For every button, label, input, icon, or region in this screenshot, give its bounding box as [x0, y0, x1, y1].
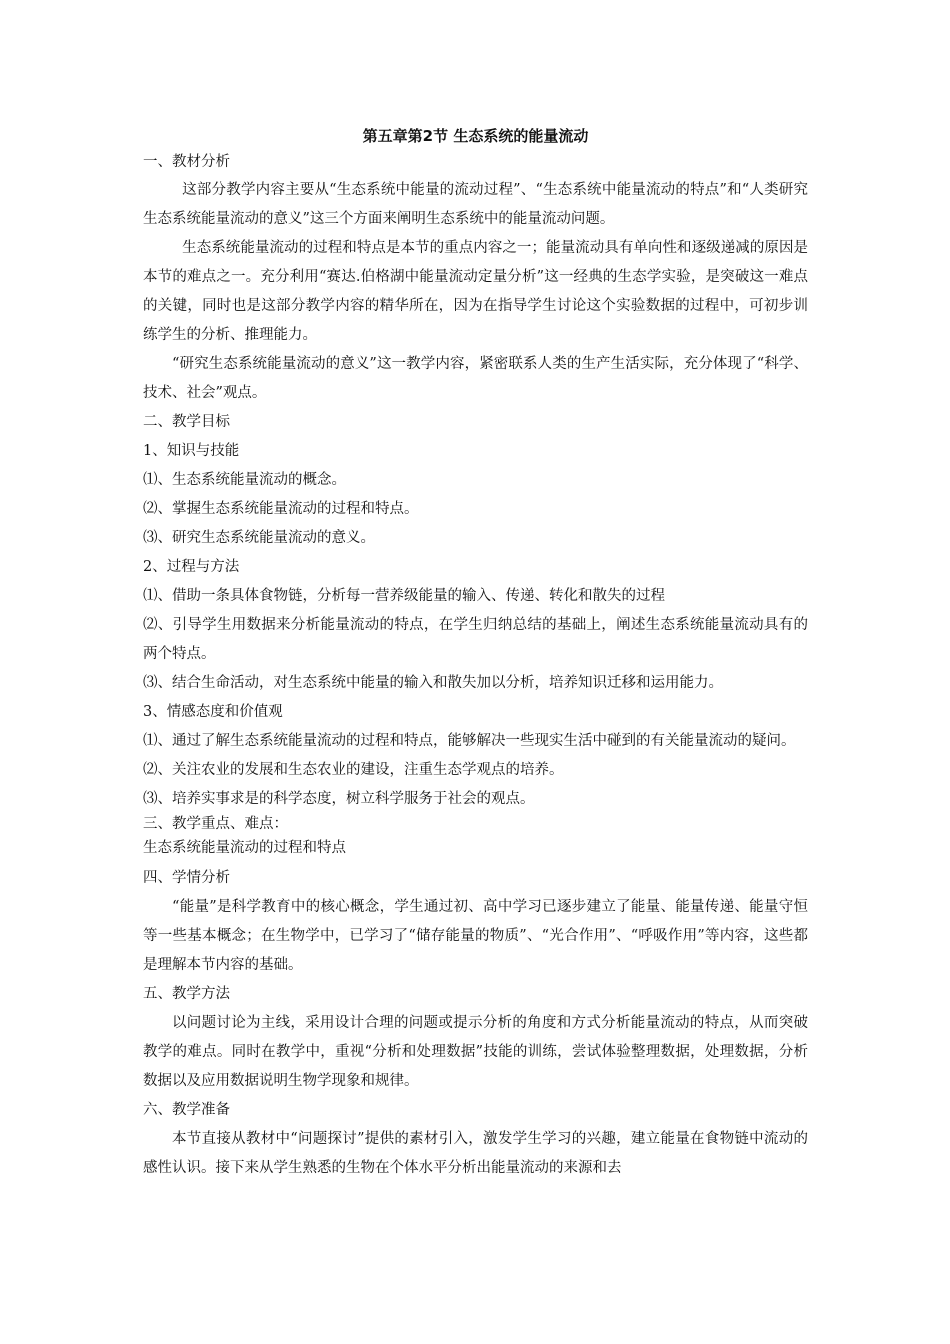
list-item: ⑵、关注农业的发展和生态农业的建设，注重生态学观点的培养。: [143, 762, 564, 778]
paragraph: 生态系统能量流动的过程和特点是本节的重点内容之一；能量流动具有单向性和逐级递减的原因是本节的难点之一。充分利用“赛达.伯格湖中能量流动定量分析”这一经典的生态学实验，是突破这一难点的关键，同时也是这部分教学内容的精华所在，因为在指导学生讨论这个实验数据的过程中，可初步训练学生的分析、推理能力。: [143, 240, 808, 343]
subheading-process-methods: 2、过程与方法: [143, 559, 240, 575]
section-heading-teaching-preparation: 六、教学准备: [143, 1102, 230, 1118]
list-item: ⑶、结合生命活动，对生态系统中能量的输入和散失加以分析，培养知识迁移和运用能力。: [143, 675, 723, 691]
subheading-attitudes-values: 3、情感态度和价值观: [143, 704, 283, 720]
list-item: ⑴、通过了解生态系统能量流动的过程和特点，能够解决一些现实生活中碰到的有关能量流动的疑问。: [143, 733, 796, 749]
subheading-knowledge-skills: 1、知识与技能: [143, 443, 240, 459]
paragraph: “能量”是科学教育中的核心概念，学生通过初、高中学习已逐步建立了能量、能量传递、能量守恒等一些基本概念；在生物学中，已学习了“储存能量的物质”、“光合作用”、“呼吸作用”等内容，这些都是理解本节内容的基础。: [143, 899, 808, 973]
list-item: ⑵、引导学生用数据来分析能量流动的特点，在学生归纳总结的基础上，阐述生态系统能量流动具有的两个特点。: [143, 617, 808, 662]
section-heading-learner-analysis: 四、学情分析: [143, 870, 230, 886]
list-item: ⑵、掌握生态系统能量流动的过程和特点。: [143, 501, 419, 517]
section-heading-teaching-methods: 五、教学方法: [143, 986, 230, 1002]
section-heading-key-points: 三、教学重点、难点：: [143, 816, 288, 832]
section-heading-teaching-goals: 二、教学目标: [143, 414, 230, 430]
list-item: ⑴、借助一条具体食物链，分析每一营养级能量的输入、传递、转化和散失的过程: [143, 588, 665, 604]
document-page: [143, 126, 808, 1183]
key-points-text: 生态系统能量流动的过程和特点: [143, 840, 346, 856]
paragraph: “研究生态系统能量流动的意义”这一教学内容，紧密联系人类的生产生活实际，充分体现了“科学、技术、社会”观点。: [143, 356, 808, 401]
section-heading-textbook-analysis: 一、教材分析: [143, 154, 230, 170]
list-item: ⑴、生态系统能量流动的概念。: [143, 472, 346, 488]
document-title: 第五章第2节 生态系统的能量流动: [362, 127, 589, 145]
list-item: ⑶、研究生态系统能量流动的意义。: [143, 530, 375, 546]
paragraph: 以问题讨论为主线，采用设计合理的问题或提示分析的角度和方式分析能量流动的特点，从而突破教学的难点。同时在教学中，重视“分析和处理数据”技能的训练，尝试体验整理数据，处理数据，分析数据以及应用数据说明生物学现象和规律。: [143, 1015, 808, 1089]
paragraph: 本节直接从教材中“问题探讨”提供的素材引入，激发学生学习的兴趣，建立能量在食物链中流动的感性认识。接下来从学生熟悉的生物在个体水平分析出能量流动的来源和去: [143, 1131, 808, 1176]
list-item: ⑶、培养实事求是的科学态度，树立科学服务于社会的观点。: [143, 791, 535, 807]
paragraph: 这部分教学内容主要从“生态系统中能量的流动过程”、“生态系统中能量流动的特点”和“人类研究生态系统能量流动的意义”这三个方面来阐明生态系统中的能量流动问题。: [143, 182, 808, 227]
